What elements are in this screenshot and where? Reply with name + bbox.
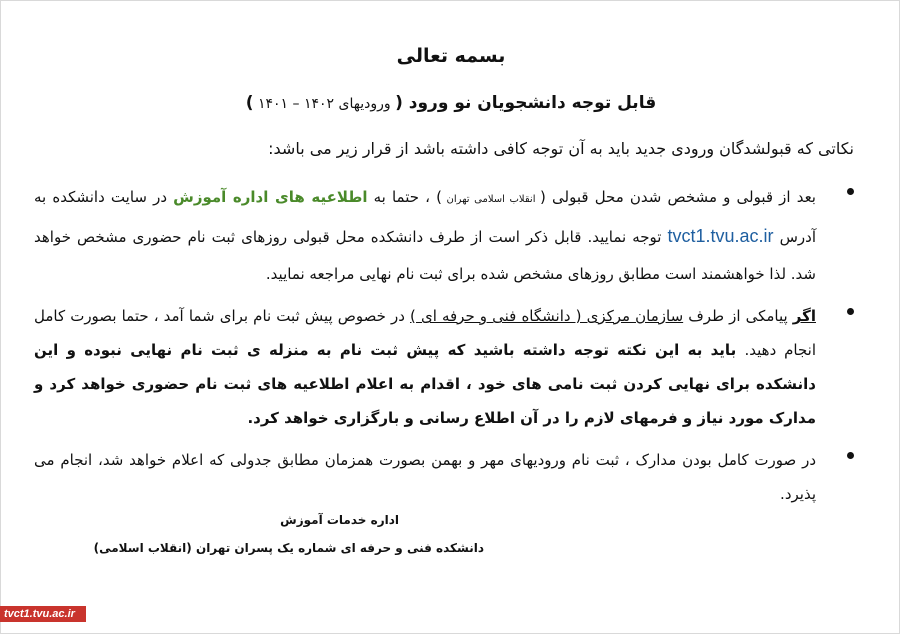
bullet-item-simultaneous-registration — [34, 443, 854, 511]
bullet-text-part: بعد از قبولی و مشخص شدن محل قبولی ( — [540, 188, 816, 206]
notice-subtitle — [1, 93, 900, 113]
bullet-text-part: در خصوص پیش ثبت نام برای شما آمد ، حتما بصورت کامل انجام دهید. — [34, 307, 816, 359]
subtitle-main: قابل توجه دانشجویان نو ورود ( — [395, 93, 657, 113]
bullet-dot-icon — [847, 188, 854, 195]
education-announcements-highlight: اطلاعیه های اداره آموزش — [173, 188, 368, 206]
bullet-item-announcements — [34, 179, 854, 293]
bullet-dot-icon — [847, 308, 854, 315]
bullet-text-part: در سایت دانشکده به آدرس — [34, 188, 816, 246]
bullet-text-part: اگر — [792, 307, 816, 325]
subtitle-intake-years: ورودیهای ۱۴۰۲ – ۱۴۰۱ — [253, 96, 396, 112]
signature-department: اداره خدمات آموزش — [280, 513, 399, 527]
bullet-dot-icon — [847, 452, 854, 459]
campus-name-small: انقلاب اسلامی تهران — [442, 194, 541, 205]
page-title: بسمه تعالی — [396, 45, 506, 67]
website-url-link[interactable]: tvct1.tvu.ac.ir — [667, 226, 774, 246]
bullet-text: در صورت کامل بودن مدارک ، ثبت نام ورودیهای مهر و بهمن بصورت همزمان مطابق جدولی که اعلام خواهد شد، انجام می پذیرد. — [34, 451, 816, 503]
bullet-text-part: پیامکی از طرف — [683, 307, 793, 325]
bullet-item-pre-registration — [34, 299, 854, 435]
bullet-text — [34, 179, 816, 293]
signature-college: دانشکده فنی و حرفه ای شماره یک پسران تهران (انقلاب اسلامی) — [93, 541, 484, 555]
bullet-text-bold: باید به این نکته توجه داشته باشید که پیش ثبت نام به منزله ی ثبت نام نهایی نبوده و این دانشکده برای نهایی کردن ثبت نامی های خود ، اقدام به اعلام اطلاعیه های ثبت نام حضوری خواهد کرد و مدارک مورد نیاز و فرمهای لازم را در آن اطلاع رسانی و بارگزاری خواهد کرد. — [34, 341, 816, 427]
intro-paragraph: نکاتی که قبولشدگان ورودی جدید باید به آن توجه کافی داشته باشد از قرار زیر می باشد: — [268, 139, 854, 158]
central-organization-text: سازمان مرکزی ( دانشگاه فنی و حرفه ای ) — [410, 307, 684, 325]
bullet-text-part: توجه نمایید. قابل ذکر است از طرف دانشکده محل قبولی روزهای ثبت نام حضوری مشخص خواهد شد. لذا خواهشمند است مطابق روزهای مشخص شده برای ثبت نام نهایی مراجعه نمایید. — [34, 228, 816, 283]
bullet-text — [34, 299, 816, 435]
bullet-text-part: ) ، حتما به — [367, 188, 442, 206]
subtitle-close: ) — [245, 93, 254, 113]
site-watermark: tvct1.tvu.ac.ir — [0, 606, 86, 622]
